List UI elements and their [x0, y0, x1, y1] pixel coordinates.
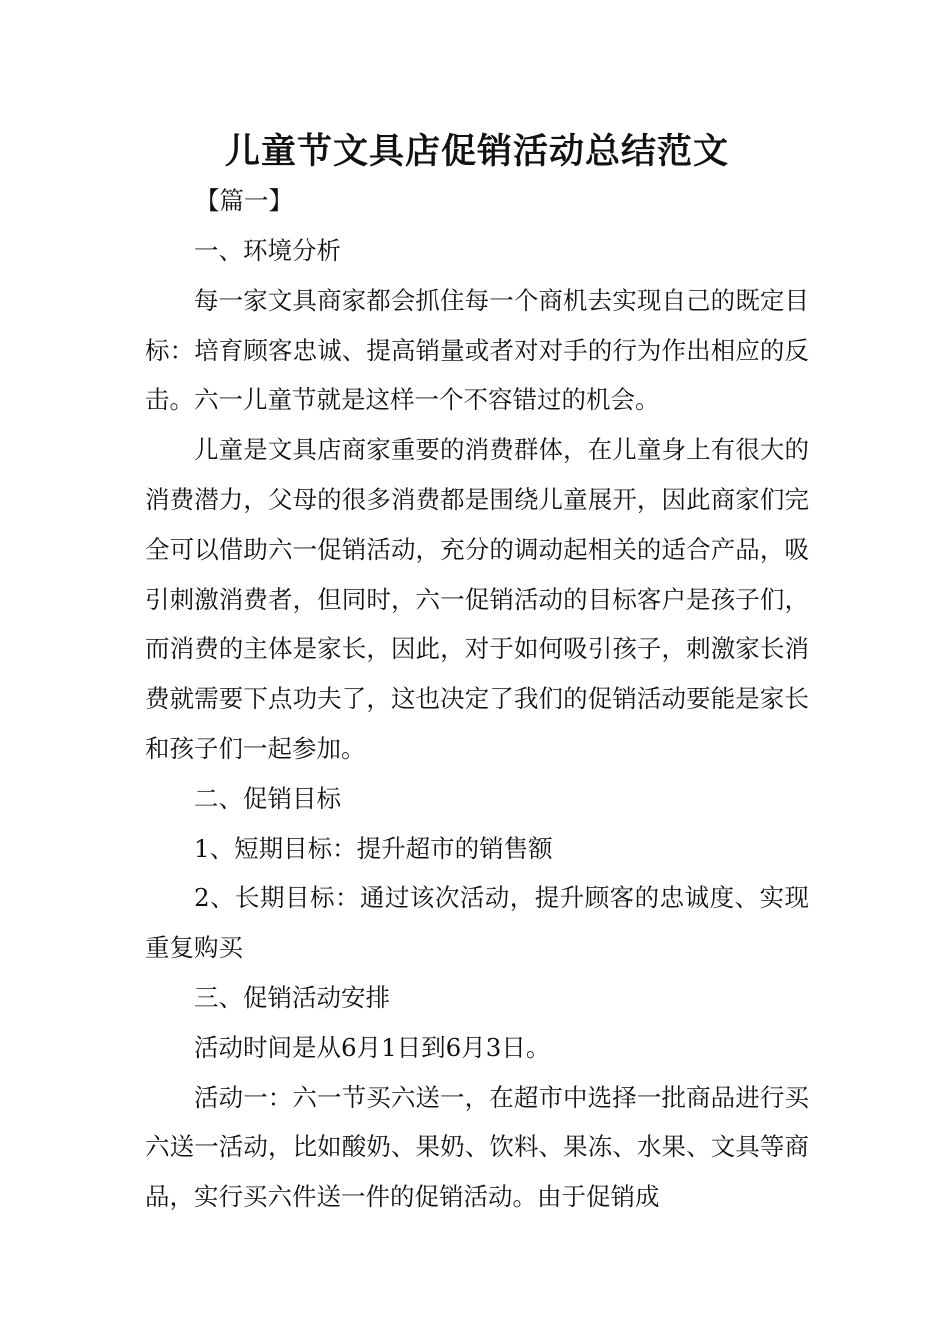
paragraph-long-term-goal: 2、长期目标：通过该次活动，提升顾客的忠诚度、实现重复购买 — [145, 883, 809, 963]
paragraph-business-goals: 每一家文具商家都会抓住每一个商机去实现自己的既定目标：培育顾客忠诚、提高销量或者对对手的行为作出相应的反击。六一儿童节就是这样一个不容错过的机会。 — [145, 285, 809, 415]
heading-promotion-goals: 二、促销目标 — [194, 783, 341, 813]
heading-promotion-schedule: 三、促销活动安排 — [194, 982, 390, 1012]
paragraph-activity-one: 活动一：六一节买六送一，在超市中选择一批商品进行买六送一活动，比如酸奶、果奶、饮料、果冻、水果、文具等商品，实行买六件送一件的促销活动。由于促销成 — [145, 1082, 809, 1212]
document-page — [145, 128, 809, 1222]
document-title: 儿童节文具店促销活动总结范文 — [224, 131, 729, 172]
heading-environment-analysis: 一、环境分析 — [194, 236, 341, 265]
paragraph-short-term-goal: 1、短期目标：提升超市的销售额 — [194, 833, 553, 863]
section-tag: 【篇一】 — [195, 186, 293, 215]
paragraph-children-consumers: 儿童是文具店商家重要的消费群体，在儿童身上有很大的消费潜力，父母的很多消费都是围绕儿童展开，因此商家们完全可以借助六一促销活动，充分的调动起相关的适合产品，吸引刺激消费者，但同时，六一促销活动的目标客户是孩子们，而消费的主体是家长，因此，对于如何吸引孩子，刺激家长消费就需要下点功夫了，这也决定了我们的促销活动要能是家长和孩子们一起参加。 — [145, 435, 809, 763]
paragraph-activity-time: 活动时间是从6月1日到6月3日。 — [194, 1032, 551, 1062]
